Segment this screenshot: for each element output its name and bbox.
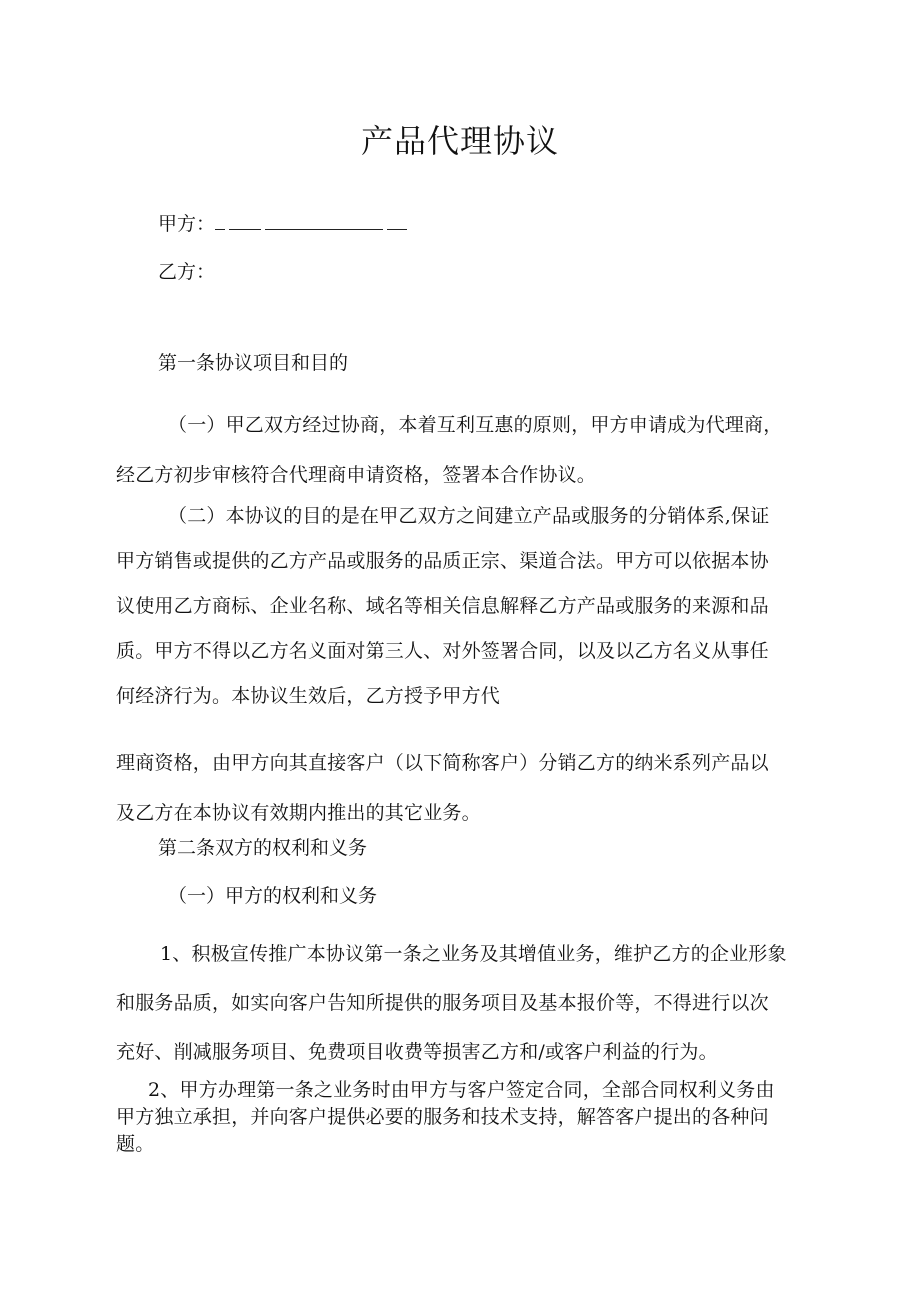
party-a-blank-4 <box>387 215 407 230</box>
text-line: （二）本协议的目的是在甲乙双方之间建立产品或服务的分销体系,保证 <box>168 505 770 527</box>
article1-clause2-part1 <box>116 494 816 719</box>
party-a-blank-1 <box>215 215 225 230</box>
article1-heading: 第一条协议项目和目的 <box>158 352 349 374</box>
document-title: 产品代理协议 <box>360 122 559 160</box>
article2-item2 <box>116 1077 816 1158</box>
text-line: 质。甲方不得以乙方名义面对第三人、对外签署合同，以及以乙方名义从事任 <box>116 640 769 662</box>
text-line: 甲方独立承担，并向客户提供必要的服务和技术支持，解答客户提出的各种问 <box>116 1106 769 1128</box>
text-line: 及乙方在本协议有效期内推出的其它业务。 <box>116 802 481 824</box>
article1-clause2-part2 <box>116 738 816 838</box>
text-line: 2、甲方办理第一条之业务时由甲方与客户签定合同，全部合同权利义务由 <box>148 1079 775 1101</box>
text-line: 理商资格，由甲方向其直接客户（以下简称客户）分销乙方的纳米系列产品以 <box>116 752 769 774</box>
article2-item1 <box>116 930 816 1077</box>
text-line: 何经济行为。本协议生效后，乙方授予甲方代 <box>116 685 501 707</box>
article2-subheading: （一）甲方的权利和义务 <box>168 885 378 907</box>
text-line: 1、积极宣传推广本协议第一条之业务及其增值业务，维护乙方的企业形象 <box>160 943 787 965</box>
party-a-row <box>158 212 411 236</box>
text-line: 经乙方初步审核符合代理商申请资格，签署本合作协议。 <box>116 464 597 486</box>
party-a-label: 甲方： <box>158 213 216 235</box>
article2-heading: 第二条双方的权利和义务 <box>158 837 368 859</box>
text-line: 甲方销售或提供的乙方产品或服务的品质正宗、渠道合法。甲方可以依据本协 <box>116 550 769 572</box>
text-line: 题。 <box>116 1133 155 1155</box>
text-line: （一）甲乙双方经过协商，本着互利互惠的原则，甲方申请成为代理商， <box>168 414 783 436</box>
party-a-blank-2 <box>229 215 261 230</box>
party-a-blank-3 <box>265 215 383 230</box>
text-line: 充好、削减服务项目、免费项目收费等损害乙方和/或客户利益的行为。 <box>116 1041 718 1063</box>
party-b-label: 乙方： <box>158 261 216 283</box>
article1-clause1 <box>116 400 816 500</box>
text-line: 议使用乙方商标、企业名称、域名等相关信息解释乙方产品或服务的来源和品 <box>116 595 769 617</box>
text-line: 和服务品质，如实向客户告知所提供的服务项目及基本报价等，不得进行以次 <box>116 992 769 1014</box>
